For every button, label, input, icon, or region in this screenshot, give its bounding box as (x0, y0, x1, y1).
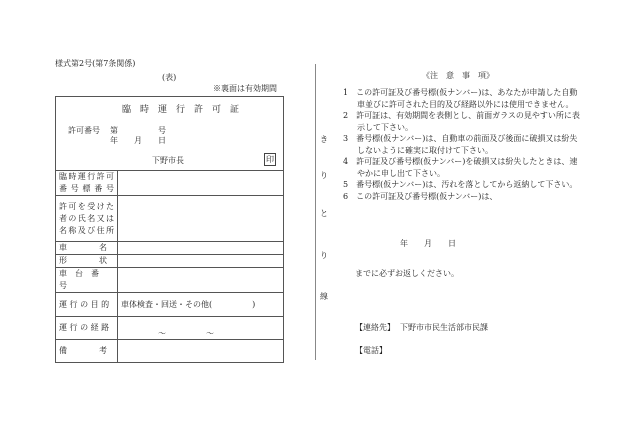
row-value: 車体検査・回送・その他( ) (118, 293, 284, 317)
return-date: 年 月 日 (400, 239, 456, 248)
note-item: 5 番号標(仮ナンバー)は、汚れを落としてから返納して下さい。 (343, 180, 578, 189)
row-label: 形 状 (56, 255, 118, 268)
row-value (118, 340, 284, 363)
phone-label: 【電話】 (355, 346, 387, 355)
date-month: 月 (134, 136, 142, 145)
row-label: 臨時運行許可番号標番号 (56, 171, 118, 196)
form-reference: 様式第2号(第7条関係) (55, 59, 136, 68)
note-item: 2 許可証は、有効期間を表側とし、前面ガラスの見やすい所に表示して下さい。 (343, 111, 580, 132)
row-label: 運 行 の 経 路 (56, 317, 118, 340)
seal-mark: 印 (266, 155, 274, 164)
permit-number-prefix: 第 (110, 126, 118, 135)
back-note: ※裏面は有効期間 (213, 84, 277, 93)
row-value (118, 171, 284, 196)
row-value: 〜 〜 (118, 317, 284, 340)
note-item: 1 この許可証及び番号標(仮ナンバー)は、あなたが申請した自動車並びに許可された目的及び経路以外には使用できません。 (343, 88, 578, 109)
issuer: 下野市長 (152, 156, 184, 165)
cut-line-char: と (320, 209, 328, 218)
permit-title: 臨 時 運 行 許 可 証 (122, 105, 240, 115)
row-value (118, 242, 284, 255)
date-year: 年 (110, 136, 118, 145)
cut-line-char: り (320, 171, 328, 180)
note-item: 3 番号標(仮ナンバー)は、自動車の前面及び後面に破損又は紛失しないように確実に取付けて下さい。 (343, 134, 578, 155)
permit-number-suffix: 号 (158, 126, 166, 135)
row-label: 備 考 (56, 340, 118, 363)
return-text: までに必ずお返しください。 (355, 269, 459, 278)
permit-table (55, 96, 284, 363)
note-item: 6 この許可証及び番号標(仮ナンバー)は、 (343, 191, 498, 201)
notes-title: 《注 意 事 項》 (422, 71, 494, 80)
row-label: 許可を受けた者の氏名又は名称及び住所 (56, 196, 118, 242)
contact-value: 下野市市民生活部市民課 (400, 323, 488, 332)
cut-line-char: 線 (320, 292, 328, 301)
row-value (118, 255, 284, 268)
permit-header-cell (56, 97, 284, 171)
cut-line (315, 64, 316, 360)
row-label: 運 行 の 目 的 (56, 293, 118, 317)
permit-number-label: 許可番号 (68, 126, 100, 135)
row-value (118, 196, 284, 242)
cut-line-char: き (320, 135, 328, 144)
notes-list (343, 87, 583, 202)
date-day: 日 (158, 136, 166, 145)
front-label: (表) (162, 73, 177, 82)
row-label: 車 台 番 号 (56, 268, 118, 293)
row-value (118, 268, 284, 293)
cut-line-char: り (320, 251, 328, 260)
note-item: 4 許可証及び番号標(仮ナンバー)を破損又は紛失したときは、速やかに申し出て下さい。 (343, 157, 578, 178)
contact-label: 【連絡先】 (355, 323, 395, 332)
row-label: 車 名 (56, 242, 118, 255)
